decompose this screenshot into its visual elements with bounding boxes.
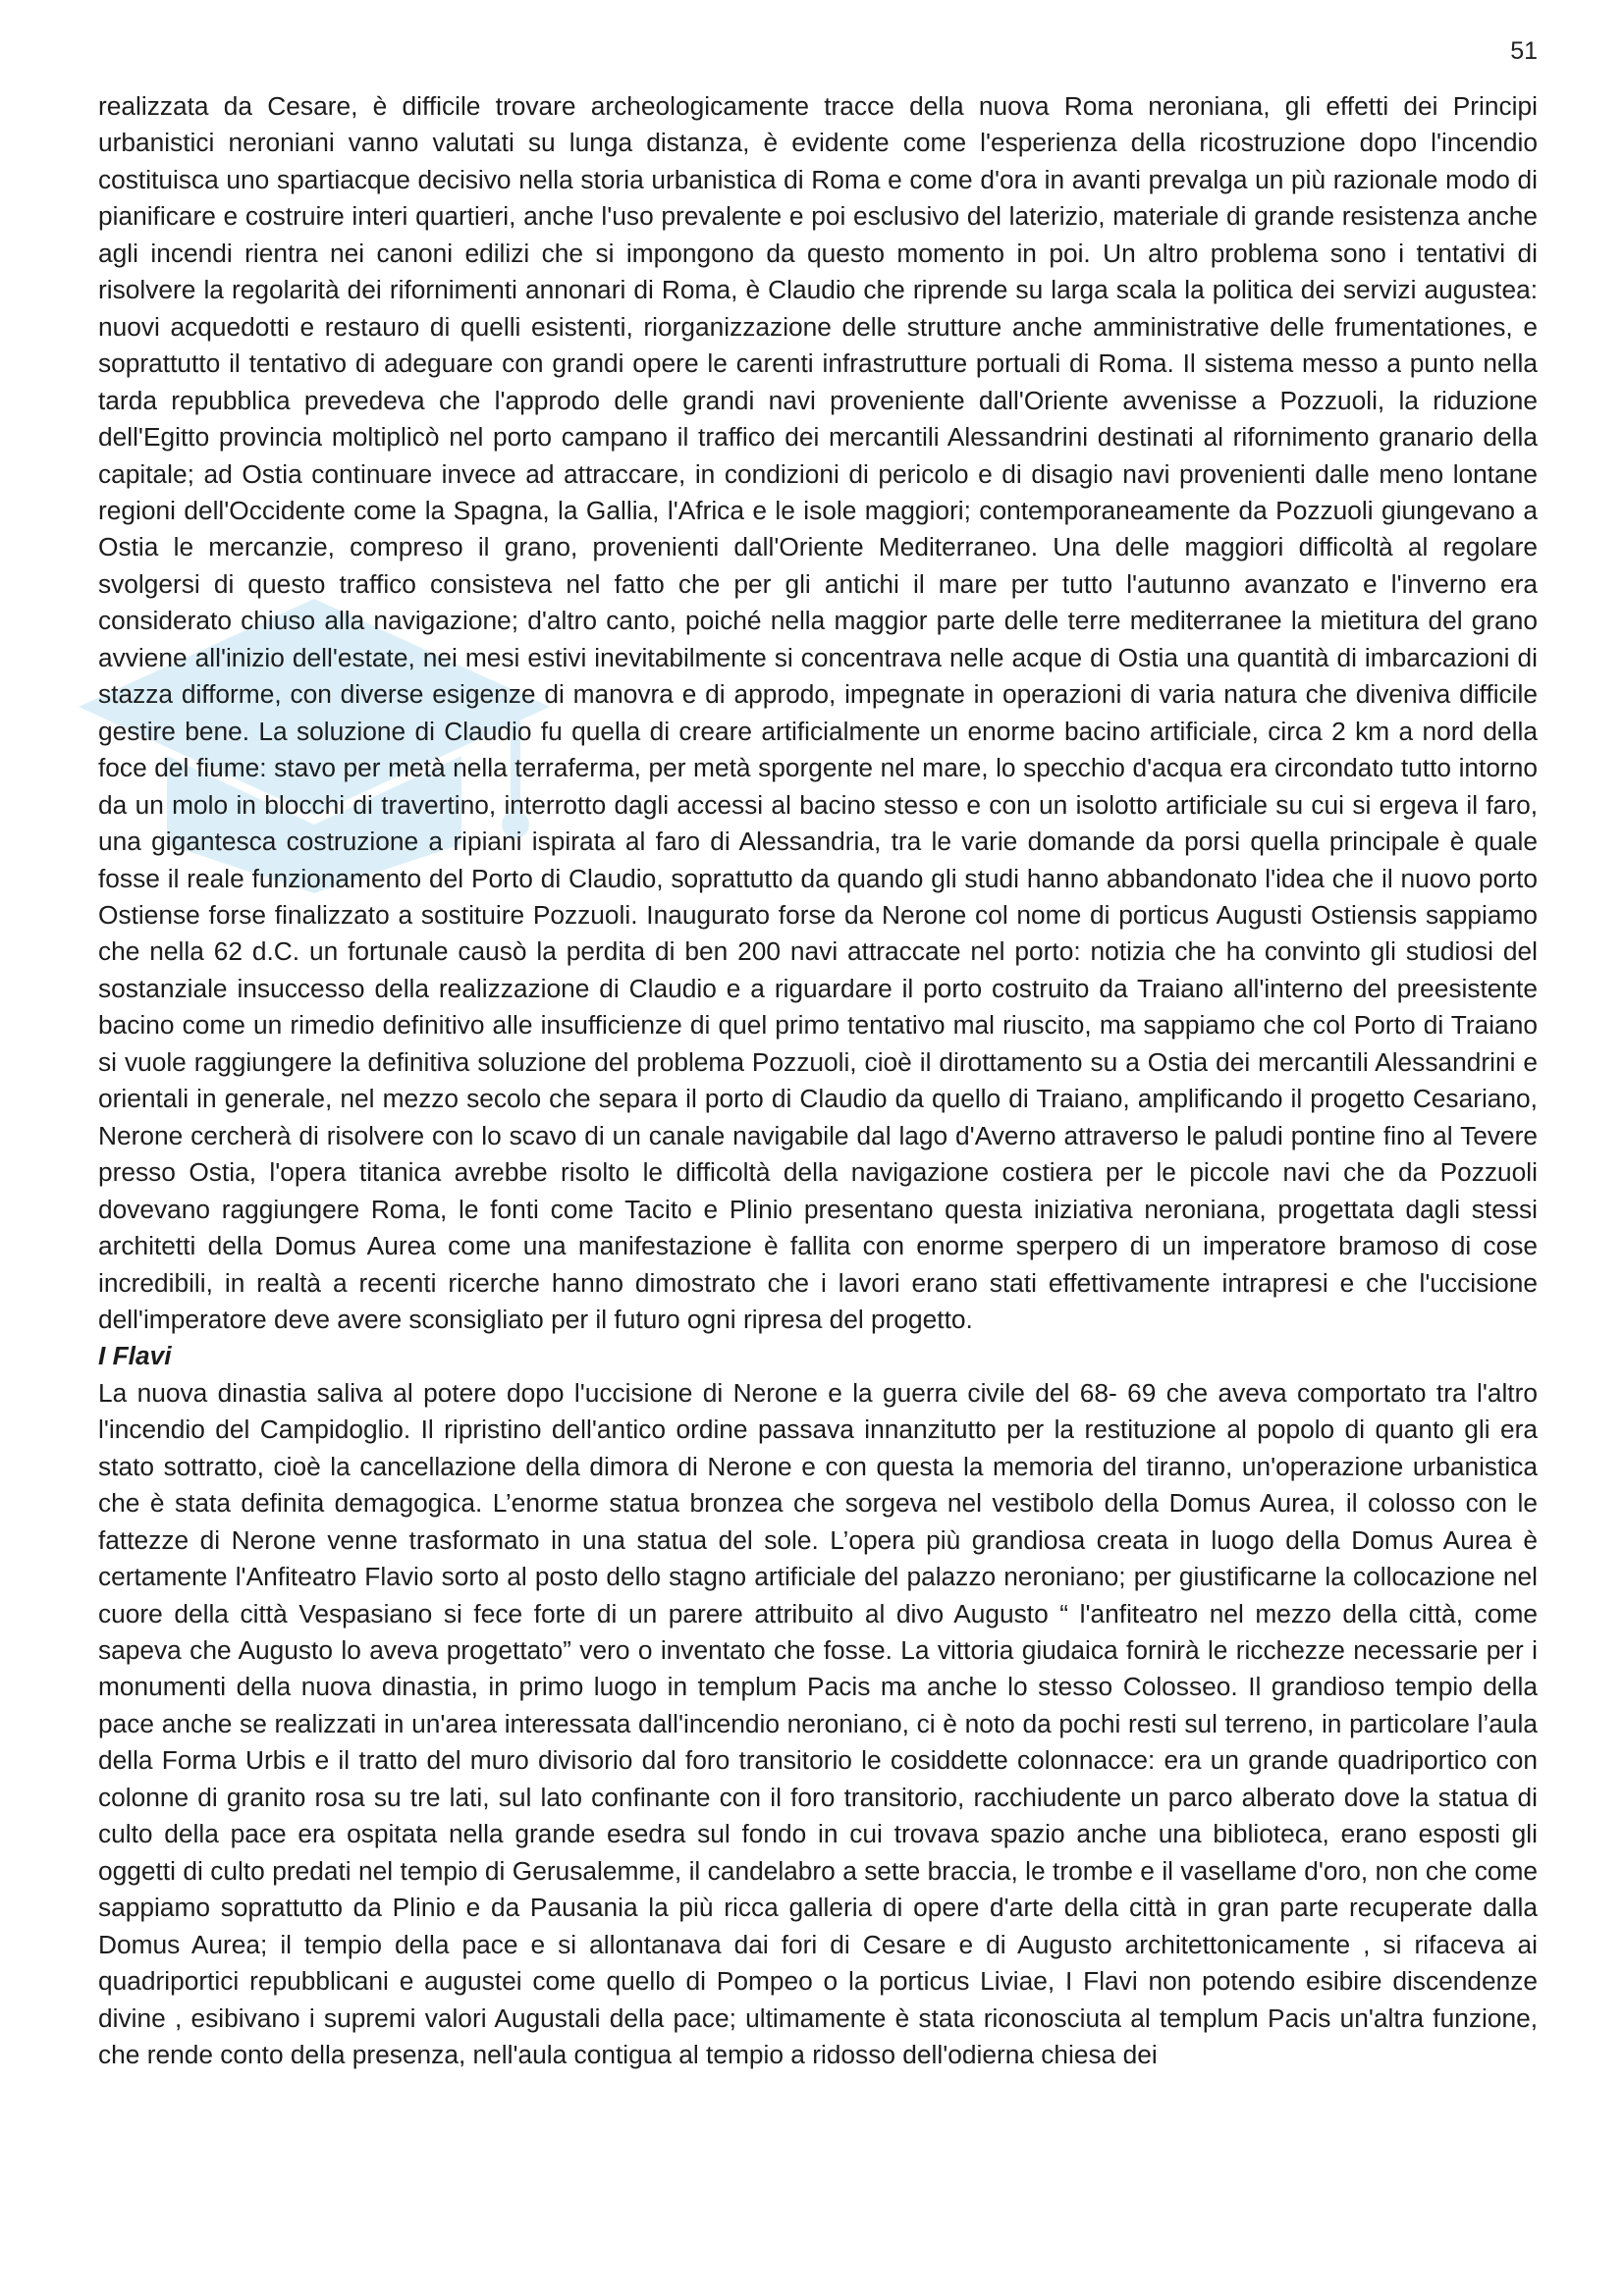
document-body xyxy=(98,88,1538,2073)
paragraph-roma-neroniana: realizzata da Cesare, è difficile trovare archeologicamente tracce della nuova Roma neroniana, gli effetti dei Principi urbanistici neroniani vanno valutati su lunga distanza, è evidente come l'esperienza della ricostruzione dopo l'incendio costituisca uno spartiacque decisivo nella storia urbanistica di Roma e come d'ora in avanti prevalga un più razionale modo di pianificare e costruire interi quartieri, anche l'uso prevalente e poi esclusivo del laterizio, materiale di grande resistenza anche agli incendi rientra nei canoni edilizi che si impongono da questo momento in poi. Un altro problema sono i tentativi di risolvere la regolarità dei rifornimenti annonari di Roma, è Claudio che riprende su larga scala la politica dei servizi augustea: nuovi acquedotti e restauro di quelli esistenti, riorganizzazione delle strutture anche amministrative delle frumentationes, e soprattutto il tentativo di adeguare con grandi opere le carenti infrastrutture portuali di Roma. Il sistema messo a punto nella tarda repubblica prevedeva che l'approdo delle grandi navi proveniente dall'Oriente avvenisse a Pozzuoli, la riduzione dell'Egitto provincia moltiplicò nel porto campano il traffico dei mercantili Alessandrini destinati al rifornimento granario della capitale; ad Ostia continuare invece ad attraccare, in condizioni di pericolo e di disagio navi provenienti dalle meno lontane regioni dell'Occidente come la Spagna, la Gallia, l'Africa e le isole maggiori; contemporaneamente da Pozzuoli giungevano a Ostia le mercanzie, compreso il grano, provenienti dall'Oriente Mediterraneo. Una delle maggiori difficoltà al regolare svolgersi di questo traffico consisteva nel fatto che per gli antichi il mare per tutto l'autunno avanzato e l'inverno era considerato chiuso alla navigazione; d'altro canto, poiché nella maggior parte delle terre mediterranee la mietitura del grano avviene all'inizio dell'estate, nei mesi estivi inevitabilmente si concentrava nelle acque di Ostia una quantità di imbarcazioni di stazza difforme, con diverse esigenze di manovra e di approdo, impegnate in operazioni di varia natura che diveniva difficile gestire bene. La soluzione di Claudio fu quella di creare artificialmente un enorme bacino artificiale, circa 2 km a nord della foce del fiume: stavo per metà nella terraferma, per metà sporgente nel mare, lo specchio d'acqua era circondato tutto intorno da un molo in blocchi di travertino, interrotto dagli accessi al bacino stesso e con un isolotto artificiale su cui si ergeva il faro, una gigantesca costruzione a ripiani ispirata al faro di Alessandria, tra le varie domande da porsi quella principale è quale fosse il reale funzionamento del Porto di Claudio, soprattutto da quando gli studi hanno abbandonato l'idea che il nuovo porto Ostiense forse finalizzato a sostituire Pozzuoli. Inaugurato forse da Nerone col nome di porticus Augusti Ostiensis sappiamo che nella 62 d.C. un fortunale causò la perdita di ben 200 navi attraccate nel porto: notizia che ha convinto gli studiosi del sostanziale insuccesso della realizzazione di Claudio e a riguardare il porto costruito da Traiano all'interno del preesistente bacino come un rimedio definitivo alle insufficienze di quel primo tentativo mal riuscito, ma sappiamo che col Porto di Traiano si vuole raggiungere la definitiva soluzione del problema Pozzuoli, cioè il dirottamento su a Ostia dei mercantili Alessandrini e orientali in generale, nel mezzo secolo che separa il porto di Claudio da quello di Traiano, amplificando il progetto Cesariano, Nerone cercherà di risolvere con lo scavo di un canale navigabile dal lago d'Averno attraverso le paludi pontine fino al Tevere presso Ostia, l'opera titanica avrebbe risolto le difficoltà della navigazione costiera per le piccole navi che da Pozzuoli dovevano raggiungere Roma, le fonti come Tacito e Plinio presentano questa iniziativa neroniana, progettata dagli stessi architetti della Domus Aurea come una manifestazione è fallita con enorme sperpero di un imperatore bramoso di cose incredibili, in realtà a recenti ricerche hanno dimostrato che i lavori erano stati effettivamente intrapresi e che l'uccisione dell'imperatore deve avere sconsigliato per il futuro ogni ripresa del progetto. xyxy=(98,91,1538,1334)
page-number: 51 xyxy=(1510,37,1538,65)
paragraph-flavi: La nuova dinastia saliva al potere dopo l'uccisione di Nerone e la guerra civile del 68- 69 che aveva comportato tra l'altro l'incendio del Campidoglio. Il ripristino dell'antico ordine passava innanzitutto per la restituzione al popolo di quanto gli era stato sottratto, cioè la cancellazione della dimora di Nerone e con questa la memoria del tiranno, un'operazione urbanistica che è stata definita demagogica. L’enorme statua bronzea che sorgeva nel vestibolo della Domus Aurea, il colosso con le fattezze di Nerone venne trasformato in una statua del sole. L’opera più grandiosa creata in luogo della Domus Aurea è certamente l'Anfiteatro Flavio sorto al posto dello stagno artificiale del palazzo neroniano; per giustificarne la collocazione nel cuore della città Vespasiano si fece forte di un parere attribuito al divo Augusto “ l'anfiteatro nel mezzo della città, come sapeva che Augusto lo aveva progettato” vero o inventato che fosse. La vittoria giudaica fornirà le ricchezze necessarie per i monumenti della nuova dinastia, in primo luogo in templum Pacis ma anche lo stesso Colosseo. Il grandioso tempio della pace anche se realizzati in un'area interessata dall'incendio neroniano, ci è noto da pochi resti sul terreno, in particolare l’aula della Forma Urbis e il tratto del muro divisorio dal foro transitorio le cosiddette colonnacce: era un grande quadriportico con colonne di granito rosa su tre lati, sul lato confinante con il foro transitorio, racchiudente un parco alberato dove la statua di culto della pace era ospitata nella grande esedra sul fondo in cui trovava spazio anche una biblioteca, erano esposti gli oggetti di culto predati nel tempio di Gerusalemme, il candelabro a sette braccia, le trombe e il vasellame d'oro, non che come sappiamo soprattutto da Plinio e da Pausania la più ricca galleria di opere d'arte della città in gran parte recuperate dalla Domus Aurea; il tempio della pace e si allontanava dai fori di Cesare e di Augusto architettonicamente , si rifaceva ai quadriportici repubblicani e augustei come quello di Pompeo o la porticus Liviae, I Flavi non potendo esibire discendenze divine , esibivano i supremi valori Augustali della pace; ultimamente è stata riconosciuta al templum Pacis un'altra funzione, che rende conto della presenza, nell'aula contigua al tempio a ridosso dell'odierna chiesa dei xyxy=(98,1377,1538,2070)
section-heading-flavi: I Flavi xyxy=(98,1341,172,1371)
